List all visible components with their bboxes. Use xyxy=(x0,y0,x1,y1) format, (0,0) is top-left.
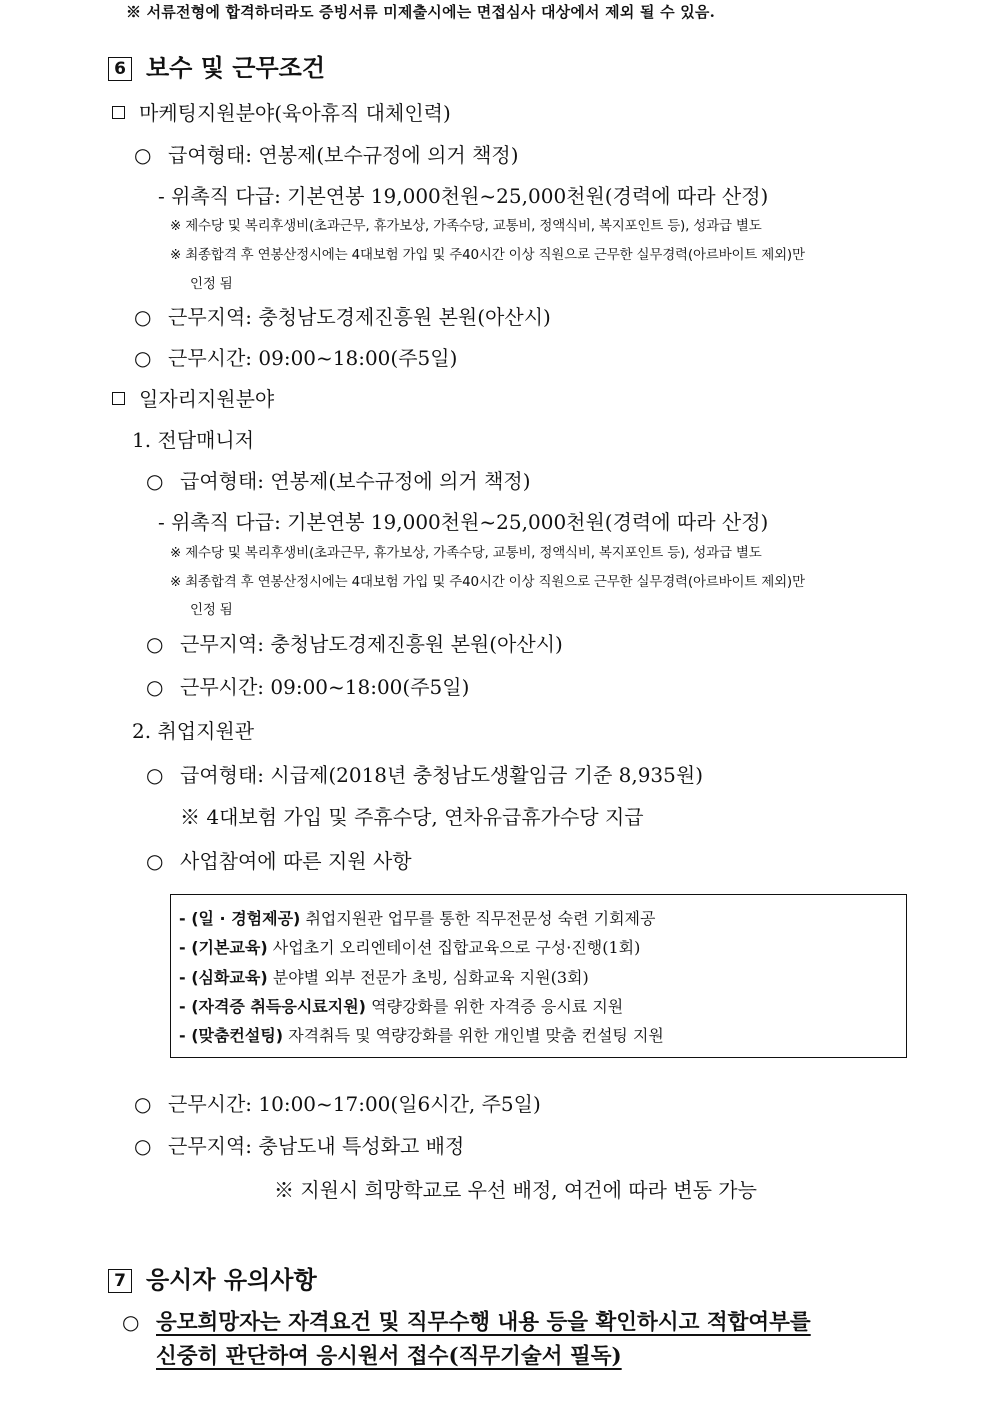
marketing-note2-line1: ※ 최종합격 후 연봉산정시에는 4대보험 가입 및 주40시간 이상 직원으로 근무한 실무경력(아르바이트 제외)만 xyxy=(170,247,805,263)
circle-bullet-icon: ○ xyxy=(134,1134,152,1158)
support-item: - (일 · 경험제공) 취업지원관 업무를 통한 직무전문성 숙련 기회제공 xyxy=(179,909,656,928)
manager-title: 1. 전담매니저 xyxy=(132,428,255,452)
support-item: - (심화교육) 분야별 외부 전문가 초빙, 심화교육 지원(3회) xyxy=(179,968,589,987)
manager-hours: ○ 근무시간: 09:00~18:00(주5일) xyxy=(146,675,470,699)
manager-note2-line1: ※ 최종합격 후 연봉산정시에는 4대보험 가입 및 주40시간 이상 직원으로 근무한 실무경력(아르바이트 제외)만 xyxy=(170,574,805,590)
counselor-title: 2. 취업지원관 xyxy=(132,719,255,743)
circle-bullet-icon: ○ xyxy=(146,763,164,787)
marketing-pay-type: ○ 급여형태: 연봉제(보수규정에 의거 책정) xyxy=(134,143,519,167)
section6-title: 보수 및 근무조건 xyxy=(146,54,325,82)
manager-note2-line2: 인정 됨 xyxy=(190,602,233,618)
section7-title: 응시자 유의사항 xyxy=(146,1266,317,1294)
circle-bullet-icon: ○ xyxy=(134,346,152,370)
square-bullet-icon xyxy=(112,392,125,405)
circle-bullet-icon: ○ xyxy=(146,469,164,493)
square-bullet-icon xyxy=(112,106,125,119)
counselor-pay-note: ※ 4대보험 가입 및 주휴수당, 연차유급휴가수당 지급 xyxy=(180,805,644,829)
top-note: ※ 서류전형에 합격하더라도 증빙서류 미제출시에는 면접심사 대상에서 제외 될 수 있음. xyxy=(126,3,715,21)
manager-grade: - 위촉직 다급: 기본연봉 19,000천원~25,000천원(경력에 따라 산정) xyxy=(158,510,769,534)
counselor-pay-type: ○ 급여형태: 시급제(2018년 충청남도생활임금 기준 8,935원) xyxy=(146,763,704,787)
support-item: - (맞춤컨설팅) 자격취득 및 역량강화를 위한 개인별 맞춤 컨설팅 지원 xyxy=(179,1026,664,1045)
marketing-note1: ※ 제수당 및 복리후생비(초과근무, 휴가보상, 가족수당, 교통비, 정액식비, 복지포인트 등), 성과급 별도 xyxy=(170,218,762,234)
support-item: - (기본교육) 사업초기 오리엔테이션 집합교육으로 구성·진행(1회) xyxy=(179,938,641,957)
circle-bullet-icon: ○ xyxy=(134,305,152,329)
marketing-heading: 마케팅지원분야(육아휴직 대체인력) xyxy=(112,103,451,123)
section7-number: 7 xyxy=(108,1269,132,1293)
section6-heading xyxy=(108,56,325,81)
counselor-support-heading: ○ 사업참여에 따른 지원 사항 xyxy=(146,849,412,873)
marketing-note2-line2: 인정 됨 xyxy=(190,276,233,292)
counselor-hours: ○ 근무시간: 10:00~17:00(일6시간, 주5일) xyxy=(134,1092,541,1116)
marketing-hours: ○ 근무시간: 09:00~18:00(주5일) xyxy=(134,346,458,370)
manager-pay-type: ○ 급여형태: 연봉제(보수규정에 의거 책정) xyxy=(146,469,531,493)
notice-line2: 신중히 판단하여 응시원서 접수(직무기술서 필독) xyxy=(156,1344,622,1369)
counselor-location-note: ※ 지원시 희망학교로 우선 배정, 여건에 따라 변동 가능 xyxy=(274,1178,757,1202)
circle-bullet-icon: ○ xyxy=(146,849,164,873)
circle-bullet-icon: ○ xyxy=(134,143,152,167)
counselor-location: ○ 근무지역: 충남도내 특성화고 배정 xyxy=(134,1134,465,1158)
marketing-location: ○ 근무지역: 충청남도경제진흥원 본원(아산시) xyxy=(134,305,551,329)
circle-bullet-icon: ○ xyxy=(146,632,164,656)
manager-location: ○ 근무지역: 충청남도경제진흥원 본원(아산시) xyxy=(146,632,563,656)
section6-number: 6 xyxy=(108,57,132,81)
support-item: - (자격증 취득응시료지원) 역량강화를 위한 자격증 응시료 지원 xyxy=(179,997,624,1016)
manager-note1: ※ 제수당 및 복리후생비(초과근무, 휴가보상, 가족수당, 교통비, 정액식비, 복지포인트 등), 성과급 별도 xyxy=(170,545,762,561)
support-items-box xyxy=(170,894,907,1058)
circle-bullet-icon: ○ xyxy=(134,1092,152,1116)
section7-heading xyxy=(108,1268,317,1293)
circle-bullet-icon: ○ xyxy=(146,675,164,699)
circle-bullet-icon: ○ xyxy=(122,1310,140,1334)
jobs-heading: 일자리지원분야 xyxy=(112,389,274,409)
notice-line1: ○ 응모희망자는 자격요건 및 직무수행 내용 등을 확인하시고 적합여부를 xyxy=(122,1310,811,1335)
marketing-grade: - 위촉직 다급: 기본연봉 19,000천원~25,000천원(경력에 따라 산정) xyxy=(158,184,769,208)
